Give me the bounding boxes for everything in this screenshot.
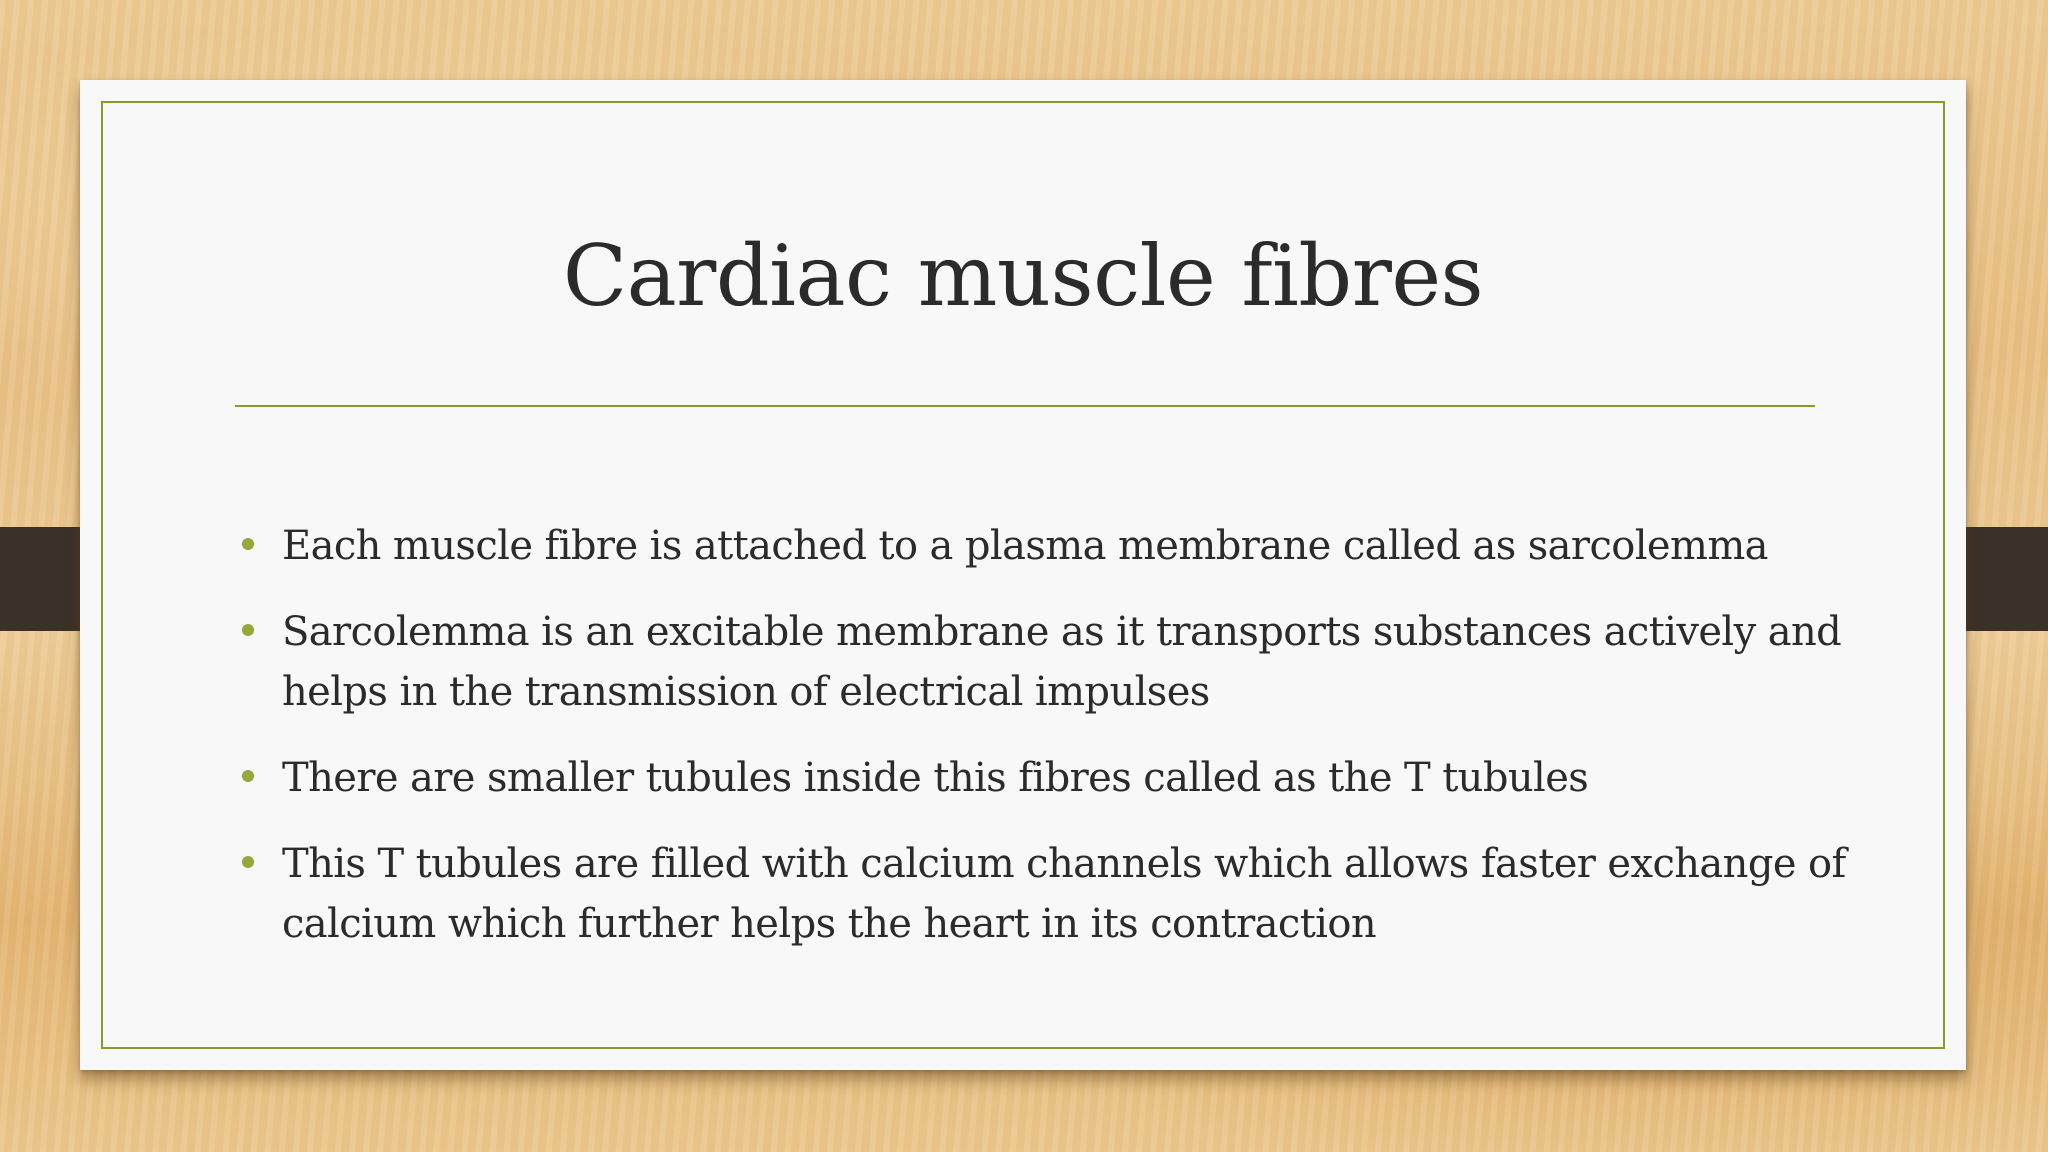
bullet-dot-icon: [242, 856, 254, 868]
slide-title: Cardiac muscle fibres: [562, 227, 1484, 325]
bullet-item: [235, 748, 1885, 808]
bullet-list: [235, 516, 1885, 980]
bullet-text: There are smaller tubules inside this fibres called as the T tubules: [282, 755, 1589, 801]
bullet-dot-icon: [242, 770, 254, 782]
bullet-text: Each muscle fibre is attached to a plasma membrane called as sarcolemma: [282, 523, 1768, 569]
bullet-dot-icon: [242, 624, 254, 636]
bullet-item: [235, 602, 1885, 722]
title-divider: [235, 405, 1815, 407]
bullet-item: [235, 516, 1885, 576]
bullet-text: This T tubules are filled with calcium channels which allows faster exchange of calcium which further helps the heart in its contraction: [282, 841, 1846, 947]
bullet-dot-icon: [242, 538, 254, 550]
bullet-text: Sarcolemma is an excitable membrane as it transports substances actively and helps in the transmission of electrical impulses: [282, 609, 1842, 715]
bullet-item: [235, 834, 1885, 954]
slide: [80, 80, 1966, 1070]
